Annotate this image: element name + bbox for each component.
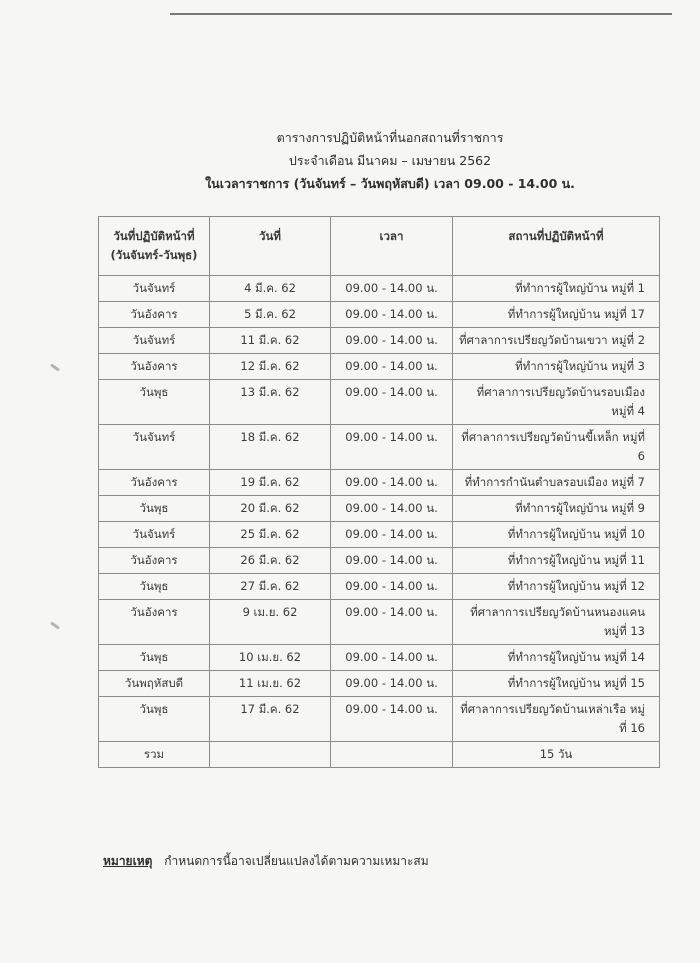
row-place: ที่ทำการผู้ใหญ่บ้าน หมู่ที่ 3 xyxy=(453,354,660,380)
row-place: ที่ทำการผู้ใหญ่บ้าน หมู่ที่ 9 xyxy=(453,496,660,522)
header-place: สถานที่ปฏิบัติหน้าที่ xyxy=(453,217,660,276)
table-row xyxy=(99,645,660,671)
row-day: วันจันทร์ xyxy=(99,522,210,548)
table-row xyxy=(99,354,660,380)
table-row xyxy=(99,697,660,742)
row-place: ที่ทำการผู้ใหญ่บ้าน หมู่ที่ 10 xyxy=(453,522,660,548)
row-place: ที่ศาลาการเปรียญวัดบ้านหนองแคน หมู่ที่ 13 xyxy=(453,600,660,645)
row-date: 11 มี.ค. 62 xyxy=(210,328,331,354)
row-day: วันอังคาร xyxy=(99,600,210,645)
row-date: 25 มี.ค. 62 xyxy=(210,522,331,548)
row-time: 09.00 - 14.00 น. xyxy=(331,600,453,645)
table-row xyxy=(99,380,660,425)
row-place: ที่ทำการผู้ใหญ่บ้าน หมู่ที่ 1 xyxy=(453,276,660,302)
schedule-table xyxy=(98,216,660,768)
row-time: 09.00 - 14.00 น. xyxy=(331,671,453,697)
row-day: วันอังคาร xyxy=(99,302,210,328)
row-place: ที่ทำการผู้ใหญ่บ้าน หมู่ที่ 12 xyxy=(453,574,660,600)
table-row xyxy=(99,470,660,496)
row-date: 4 มี.ค. 62 xyxy=(210,276,331,302)
row-time: 09.00 - 14.00 น. xyxy=(331,645,453,671)
row-day: วันจันทร์ xyxy=(99,425,210,470)
header-day xyxy=(99,217,210,276)
row-date: 11 เม.ย. 62 xyxy=(210,671,331,697)
row-date: 18 มี.ค. 62 xyxy=(210,425,331,470)
table-row xyxy=(99,548,660,574)
total-value: 15 วัน xyxy=(453,742,660,768)
row-place: ที่ศาลาการเปรียญวัดบ้านขี้เหล็ก หมู่ที่ 6 xyxy=(453,425,660,470)
row-time: 09.00 - 14.00 น. xyxy=(331,354,453,380)
row-place: ที่ทำการผู้ใหญ่บ้าน หมู่ที่ 11 xyxy=(453,548,660,574)
table-row xyxy=(99,522,660,548)
document-header xyxy=(0,126,700,195)
header-time: เวลา xyxy=(331,217,453,276)
row-date: 10 เม.ย. 62 xyxy=(210,645,331,671)
table-header-row xyxy=(99,217,660,276)
row-place: ที่ทำการผู้ใหญ่บ้าน หมู่ที่ 15 xyxy=(453,671,660,697)
row-day: วันอังคาร xyxy=(99,548,210,574)
document-period: ประจำเดือน มีนาคม – เมษายน 2562 xyxy=(288,153,492,168)
row-day: วันอังคาร xyxy=(99,470,210,496)
row-date: 9 เม.ย. 62 xyxy=(210,600,331,645)
table-row xyxy=(99,276,660,302)
table-row xyxy=(99,574,660,600)
row-day: วันพุธ xyxy=(99,697,210,742)
row-day: วันพุธ xyxy=(99,574,210,600)
row-day: วันอังคาร xyxy=(99,354,210,380)
document-title: ตารางการปฏิบัติหน้าที่นอกสถานที่ราชการ xyxy=(276,130,504,145)
table-row xyxy=(99,328,660,354)
table-row xyxy=(99,302,660,328)
table-total-row xyxy=(99,742,660,768)
row-day: วันพุธ xyxy=(99,645,210,671)
total-empty-time xyxy=(331,742,453,768)
top-rule xyxy=(170,13,672,15)
footnote xyxy=(103,852,429,871)
row-place: ที่ศาลาการเปรียญวัดบ้านรอบเมือง หมู่ที่ 4 xyxy=(453,380,660,425)
row-time: 09.00 - 14.00 น. xyxy=(331,380,453,425)
row-day: วันจันทร์ xyxy=(99,276,210,302)
row-place: ที่ทำการผู้ใหญ่บ้าน หมู่ที่ 14 xyxy=(453,645,660,671)
header-date: วันที่ xyxy=(210,217,331,276)
row-time: 09.00 - 14.00 น. xyxy=(331,302,453,328)
row-date: 26 มี.ค. 62 xyxy=(210,548,331,574)
table-row xyxy=(99,496,660,522)
document-hours: ในเวลาราชการ (วันจันทร์ – วันพฤหัสบดี) เวลา 09.00 - 14.00 น. xyxy=(205,176,575,191)
footnote-label: หมายเหตุ xyxy=(103,854,153,868)
row-time: 09.00 - 14.00 น. xyxy=(331,496,453,522)
row-date: 20 มี.ค. 62 xyxy=(210,496,331,522)
row-day: วันจันทร์ xyxy=(99,328,210,354)
row-date: 13 มี.ค. 62 xyxy=(210,380,331,425)
table-row xyxy=(99,425,660,470)
row-date: 5 มี.ค. 62 xyxy=(210,302,331,328)
row-date: 19 มี.ค. 62 xyxy=(210,470,331,496)
row-time: 09.00 - 14.00 น. xyxy=(331,522,453,548)
row-day: วันพฤหัสบดี xyxy=(99,671,210,697)
row-time: 09.00 - 14.00 น. xyxy=(331,697,453,742)
row-time: 09.00 - 14.00 น. xyxy=(331,276,453,302)
row-time: 09.00 - 14.00 น. xyxy=(331,425,453,470)
footnote-text: กำหนดการนี้อาจเปลี่ยนแปลงได้ตามความเหมาะสม xyxy=(164,854,429,868)
row-time: 09.00 - 14.00 น. xyxy=(331,548,453,574)
total-label: รวม xyxy=(99,742,210,768)
row-day: วันพุธ xyxy=(99,380,210,425)
header-day-line2: (วันจันทร์-วันพุธ) xyxy=(110,248,198,262)
total-empty-date xyxy=(210,742,331,768)
row-place: ที่ทำการกำนันตำบลรอบเมือง หมู่ที่ 7 xyxy=(453,470,660,496)
row-place: ที่ศาลาการเปรียญวัดบ้านเหล่าเรือ หมู่ที่ 16 xyxy=(453,697,660,742)
row-place: ที่ทำการผู้ใหญ่บ้าน หมู่ที่ 17 xyxy=(453,302,660,328)
scan-mark xyxy=(50,621,60,629)
row-time: 09.00 - 14.00 น. xyxy=(331,574,453,600)
table-row xyxy=(99,671,660,697)
row-time: 09.00 - 14.00 น. xyxy=(331,328,453,354)
row-date: 27 มี.ค. 62 xyxy=(210,574,331,600)
table-row xyxy=(99,600,660,645)
row-place: ที่ศาลาการเปรียญวัดบ้านเขวา หมู่ที่ 2 xyxy=(453,328,660,354)
header-day-line1: วันที่ปฏิบัติหน้าที่ xyxy=(113,229,195,243)
row-day: วันพุธ xyxy=(99,496,210,522)
row-date: 12 มี.ค. 62 xyxy=(210,354,331,380)
row-time: 09.00 - 14.00 น. xyxy=(331,470,453,496)
scan-mark xyxy=(50,363,60,371)
row-date: 17 มี.ค. 62 xyxy=(210,697,331,742)
